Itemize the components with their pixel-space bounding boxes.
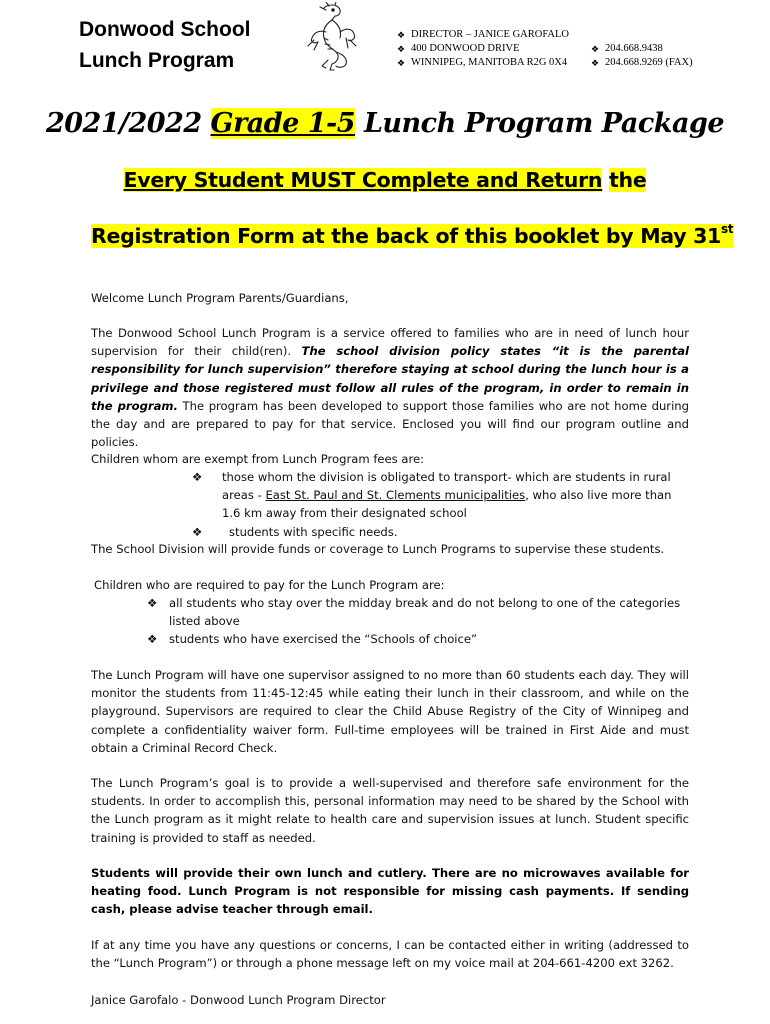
contact-phone <box>591 42 693 70</box>
greeting: Welcome Lunch Program Parents/Guardians, <box>91 291 349 305</box>
notice-deadline-suffix: st <box>721 222 734 236</box>
pay-intro: Children who are required to pay for the Lunch Program are: <box>94 578 445 592</box>
diamond-bullet-icon: ❖ <box>397 58 406 68</box>
director-line: DIRECTOR – JANICE GAROFALO <box>411 29 569 40</box>
pay-item2-text: students who have exercised the “Schools of choice” <box>169 632 478 647</box>
list-item <box>147 630 690 648</box>
registration-notice-line1 <box>0 165 770 195</box>
policy-statement: The school division policy states “it is the parental responsibility for lunch supervision” therefore staying at school during the lunch hour is a privilege and those registered must follow all rules of the program, in order to remain in the program. <box>91 344 690 413</box>
exempt-list <box>192 468 690 541</box>
school-name-line1: Donwood School <box>79 18 251 41</box>
notice-tail: the <box>609 168 647 192</box>
title-years: 2021/2022 <box>45 108 202 139</box>
list-item-text <box>222 468 690 523</box>
list-item <box>147 594 690 630</box>
notice-deadline <box>91 224 733 248</box>
fax-number: 204.668.9269 (FAX) <box>605 57 693 68</box>
exempt-intro: Children whom are exempt from Lunch Program fees are: <box>91 452 425 466</box>
intro-paragraph <box>91 324 689 451</box>
diamond-bullet-icon: ❖ <box>192 470 203 484</box>
signature: Janice Garofalo - Donwood Lunch Program Director <box>91 993 386 1007</box>
contact-line <box>591 42 693 56</box>
registration-notice-line2 <box>91 214 733 251</box>
diamond-bullet-icon: ❖ <box>591 44 600 54</box>
pay-item1-text: all students who stay over the midday break and do not belong to one of the categories listed above <box>169 596 681 629</box>
title-rest: Lunch Program Package <box>363 108 725 139</box>
diamond-bullet-icon: ❖ <box>147 596 158 610</box>
school-name-line2: Lunch Program <box>79 49 235 72</box>
diamond-bullet-icon: ❖ <box>397 30 406 40</box>
page-title <box>0 104 770 144</box>
supervisor-paragraph: The Lunch Program will have one supervisor assigned to no more than 60 students each day. They will monitor the students from 11:45-12:45 while eating their lunch in their classroom, and while on the playground. Supervisors are required to clear the Child Abuse Registry of the City of Winnipeg and complete a confidentiality waiver form. Full-time employees will be trained in First Aide and must obtain a Criminal Record Check. <box>91 668 689 755</box>
diamond-bullet-icon: ❖ <box>397 44 406 54</box>
pay-list <box>147 594 690 649</box>
exempt-item2-text: students with specific needs. <box>229 524 398 539</box>
dragon-mascot-icon <box>302 2 360 72</box>
contact-line <box>397 42 569 56</box>
street-line: 400 DONWOOD DRIVE <box>411 43 520 54</box>
school-name <box>79 14 250 76</box>
exempt-item1-tail: , who also live more than 1.6 km away from their designated school <box>222 488 672 521</box>
notice-deadline-text: Registration Form at the back of this booklet by May 31 <box>91 224 722 248</box>
diamond-bullet-icon: ❖ <box>192 524 203 539</box>
exempt-item1-text: those whom the division is obligated to transport- which are students in rural areas - <box>222 470 671 503</box>
list-item <box>192 523 690 541</box>
city-line: WINNIPEG, MANITOBA R2G 0X4 <box>411 57 568 68</box>
phone-number: 204.668.9438 <box>605 43 663 54</box>
diamond-bullet-icon: ❖ <box>147 632 158 647</box>
contact-line <box>397 56 569 70</box>
diamond-bullet-icon: ❖ <box>591 58 600 68</box>
intro-text: The Donwood School Lunch Program is a service offered to families who are in need of lunch hour supervision for their child(ren). <box>91 326 689 359</box>
lunch-rules-paragraph: Students will provide their own lunch and cutlery. There are no microwaves available for heating food. Lunch Program is not responsible for missing cash payments. If sending cash, please advise teacher through email. <box>91 866 689 917</box>
contact-address <box>397 28 569 70</box>
intro-text-cont: The program has been developed to support those families who are not home during the day and are prepared to pay for that service. Enclosed you will find our program outline and policies. <box>91 398 690 450</box>
contact-paragraph: If at any time you have any questions or concerns, I can be contacted either in writing (addressed to the “Lunch Program”) or through a phone message left on my voice mail at 204-661-4200 ext 3262. <box>91 938 689 971</box>
contact-line <box>397 28 569 42</box>
notice-emphasis: Every Student MUST Complete and Return <box>123 168 603 192</box>
list-item <box>192 468 690 523</box>
division-note: The School Division will provide funds or coverage to Lunch Programs to supervise these students. <box>91 542 665 556</box>
contact-line <box>591 56 693 70</box>
title-grade: Grade 1-5 <box>210 108 356 139</box>
goal-paragraph: The Lunch Program’s goal is to provide a well-supervised and therefore safe environment for the students. In order to accomplish this, personal information may need to be shared by the School with the Lunch program as it might relate to health care and supervision issues at lunch. Student specific training is provided to staff as needed. <box>91 776 689 845</box>
municipalities-link-text: East St. Paul and St. Clements municipalities <box>265 488 526 503</box>
